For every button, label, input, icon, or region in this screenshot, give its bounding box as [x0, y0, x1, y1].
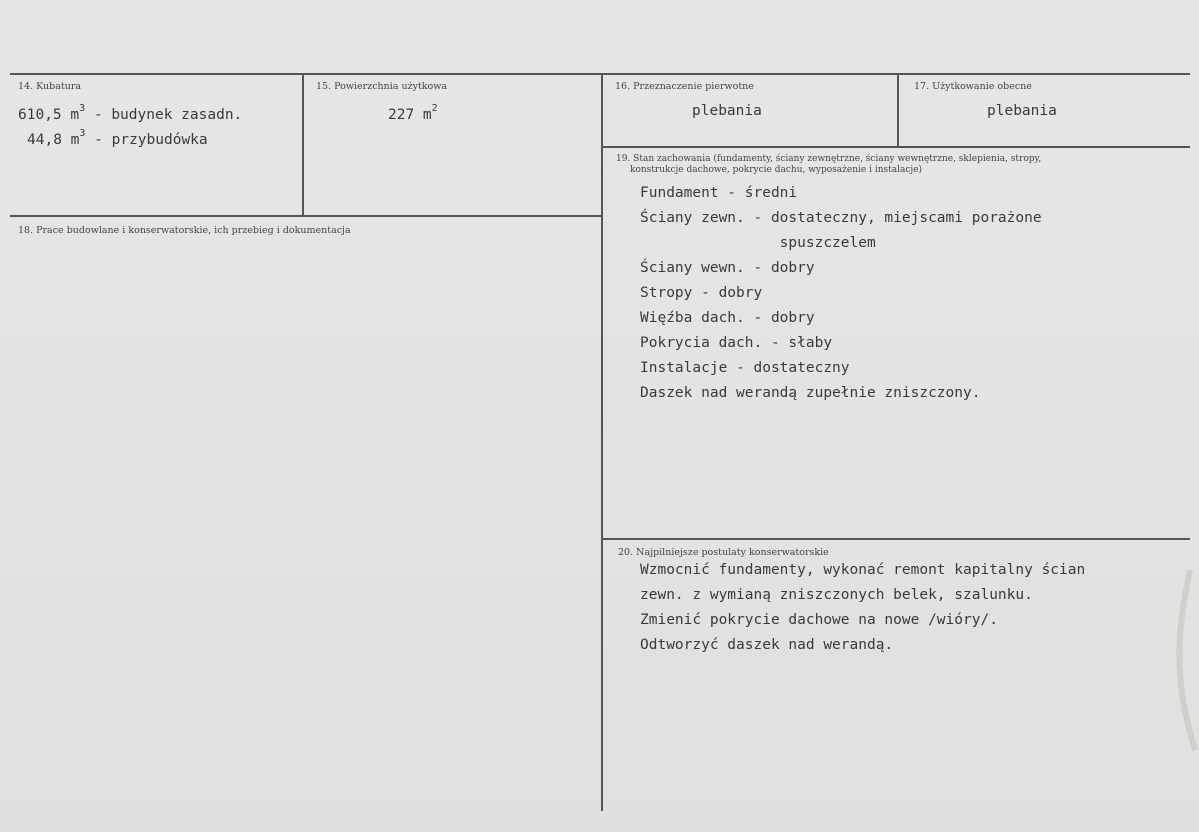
section-14-line-2 — [27, 127, 208, 149]
condition-list — [640, 181, 1042, 406]
section-19-label-line-2: konstrukcje dachowe, pokrycie dachu, wyposażenie i instalacje) — [630, 165, 923, 175]
condition-line: spuszczelem — [640, 235, 876, 251]
postulate-line: Odtworzyć daszek nad werandą. — [640, 637, 894, 653]
section-18-label: 18. Prace budowlane i konserwatorskie, ich przebieg i dokumentacja — [18, 225, 351, 236]
top-rule — [10, 73, 1190, 75]
condition-line: Ściany wewn. - dobry — [640, 260, 815, 276]
volume-main-value: 610,5 m — [18, 106, 80, 123]
postulate-line: Zmienić pokrycie dachowe na nowe /wióry/. — [640, 612, 998, 628]
section-15-value — [388, 102, 438, 124]
condition-line: Daszek nad werandą zupełnie zniszczony. — [640, 385, 981, 401]
postulates-list — [640, 558, 1085, 658]
condition-line: Instalacje - dostateczny — [640, 360, 850, 376]
section-15-label: 15. Powierzchnia użytkowa — [316, 81, 448, 92]
volume-main-exponent: 3 — [79, 103, 86, 114]
divider-14-15 — [302, 75, 304, 216]
condition-line: Fundament - średni — [640, 185, 798, 201]
section-16-label: 16. Przeznaczenie pierwotne — [615, 81, 754, 92]
rule-under-19 — [603, 538, 1190, 540]
volume-annex-exponent: 3 — [79, 128, 86, 139]
rule-under-16-17 — [603, 146, 1190, 148]
section-17-value: plebania — [987, 103, 1057, 119]
paper-crease-mark — [1150, 560, 1199, 760]
volume-main-desc: - budynek zasadn. — [85, 106, 243, 123]
area-exponent: 2 — [431, 103, 438, 114]
section-14-line-1 — [18, 102, 242, 124]
section-20-label: 20. Najpilniejsze postulaty konserwatorskie — [618, 547, 829, 558]
postulate-line: zewn. z wymianą zniszczonych belek, szalunku. — [640, 587, 1033, 603]
condition-line: Stropy - dobry — [640, 285, 763, 301]
divider-16-17 — [897, 75, 899, 147]
section-19-label-line-1: 19. Stan zachowania (fundamenty, ściany zewnętrzne, ściany wewnętrzne, sklepienia, stropy, — [616, 154, 1042, 164]
condition-line: Ściany zewn. - dostateczny, miejscami porażone — [640, 210, 1042, 226]
postulate-line: Wzmocnić fundamenty, wykonać remont kapitalny ścian — [640, 562, 1086, 578]
section-17-label: 17. Użytkowanie obecne — [914, 81, 1032, 92]
volume-annex-desc: - przybudówka — [85, 131, 208, 148]
section-16-value: plebania — [692, 103, 762, 119]
section-14-label: 14. Kubatura — [18, 81, 82, 92]
condition-line: Pokrycia dach. - słaby — [640, 335, 833, 351]
rule-under-14-15 — [10, 215, 602, 217]
volume-annex-value: 44,8 m — [27, 131, 80, 148]
condition-line: Więźba dach. - dobry — [640, 310, 815, 326]
divider-left-right — [601, 75, 603, 811]
area-value: 227 m — [388, 106, 432, 123]
